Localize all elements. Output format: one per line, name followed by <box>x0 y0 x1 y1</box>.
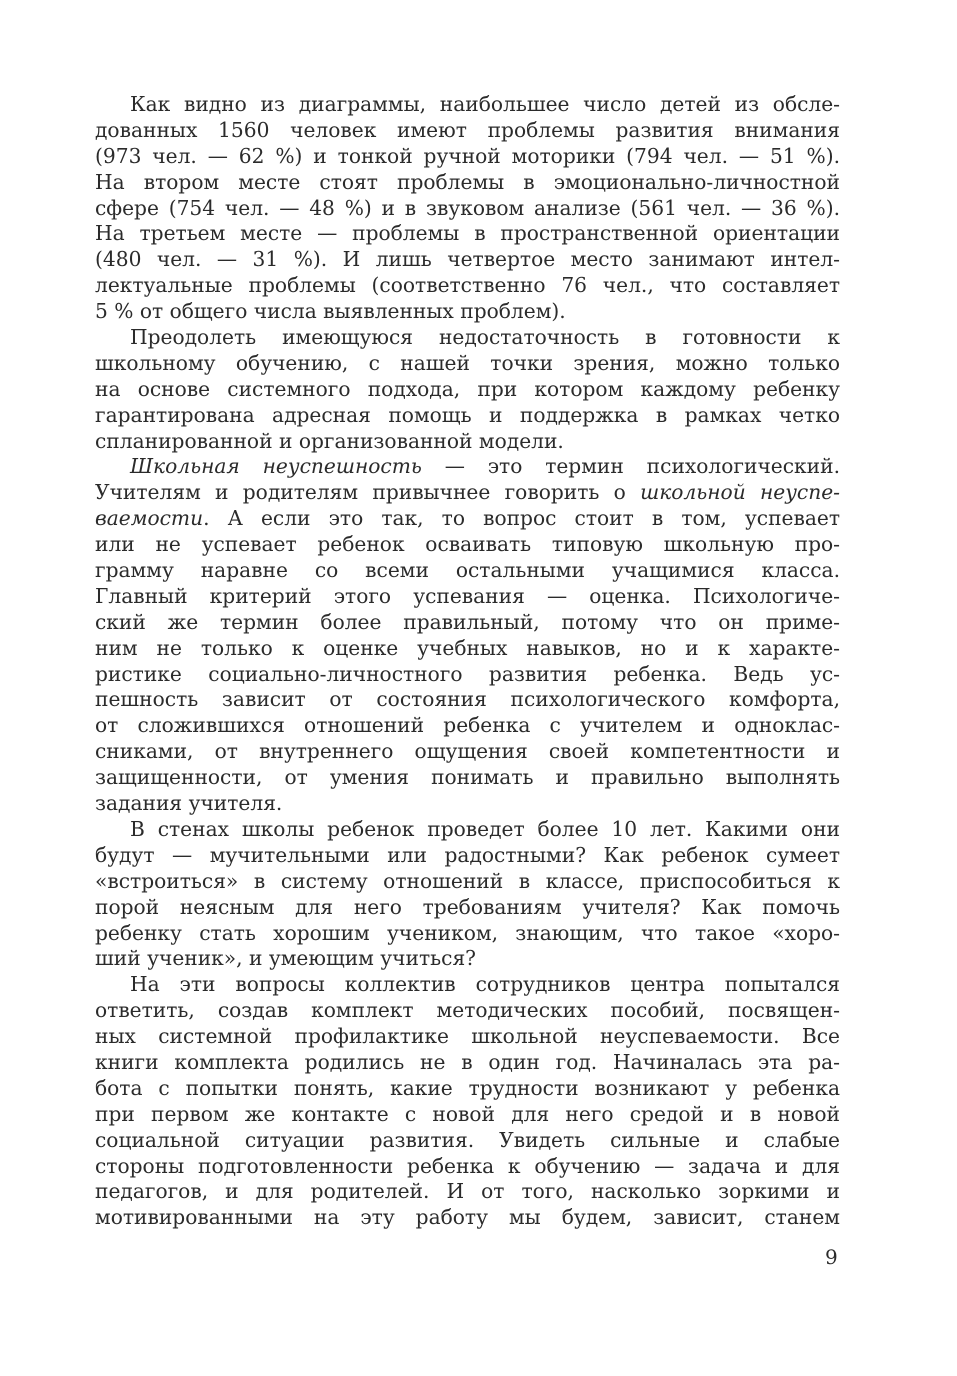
text-line: ристике социально-личностного развития ребенка. Ведь ус- <box>95 661 840 686</box>
text-line: будут — мучительными или радостными? Как ребенок сумеет <box>95 842 840 867</box>
text-line: На эти вопросы коллектив сотрудников центра попытался <box>130 972 840 997</box>
paragraph-5 <box>95 972 840 1231</box>
paragraph-4 <box>95 817 840 972</box>
text-line: (973 чел. — 62 %) и тонкой ручной моторики (794 чел. — 51 %). <box>95 143 840 168</box>
text-line: На третьем месте — проблемы в пространственной ориентации <box>95 221 840 246</box>
text-line: гарантирована адресная помощь и поддержка в рамках четко <box>95 402 840 427</box>
text-line: Главный критерий этого успевания — оценка. Психологиче- <box>95 583 840 608</box>
text-line <box>95 506 840 532</box>
text-line: (480 чел. — 31 %). И лишь четвертое место занимают интел- <box>95 247 840 272</box>
text-line: защищенности, от умения понимать и правильно выполнять <box>95 765 840 790</box>
text-line: мотивированными на эту работу мы будем, зависит, станем <box>95 1205 840 1230</box>
text-line: школьному обучению, с нашей точки зрения, можно только <box>95 350 840 375</box>
text-line: «встроиться» в систему отношений в классе, приспособиться к <box>95 868 840 893</box>
text-line: при первом же контакте с новой для него средой и в новой <box>95 1101 840 1126</box>
page-number: 9 <box>825 1245 838 1269</box>
text-line: сниками, от внутреннего ощущения своей компетентности и <box>95 739 840 764</box>
text-line: спланированной и организованной модели. <box>95 428 564 453</box>
text-line: В стенах школы ребенок проведет более 10 лет. Какими они <box>130 816 840 841</box>
text-line: порой неясным для него требованиям учителя? Как помочь <box>95 894 840 919</box>
text-line: на основе системного подхода, при котором каждому ребенку <box>95 376 840 401</box>
text-line <box>95 454 840 480</box>
paragraph-3 <box>95 454 840 816</box>
italic-term: Школьная неуспешность <box>130 454 422 479</box>
text-span: Учителям и родителям привычнее говорить о <box>95 480 641 505</box>
text-span: . А если это так, то вопрос стоит в том, успевает <box>203 506 840 531</box>
text-line: ответить, создав комплект методических пособий, посвящен- <box>95 998 840 1023</box>
text-line: ский же термин более правильный, потому что он приме- <box>95 609 840 634</box>
text-line: лектуальные проблемы (соответственно 76 чел., что составляет <box>95 273 840 298</box>
text-line: Преодолеть имеющуюся недостаточность в готовности к <box>130 325 840 350</box>
text-line: бота с попытки понять, какие трудности возникают у ребенка <box>95 1075 840 1100</box>
text-line: ший ученик», и умеющим учиться? <box>95 946 476 971</box>
paragraph-2 <box>95 325 840 454</box>
text-line: грамму наравне со всеми остальными учащимися класса. <box>95 558 840 583</box>
text-line: социальной ситуации развития. Увидеть сильные и слабые <box>95 1127 840 1152</box>
text-line: ним не только к оценке учебных навыков, но и к характе- <box>95 635 840 660</box>
page-body <box>95 92 840 1231</box>
text-line: стороны подготовленности ребенка к обучению — задача и для <box>95 1153 840 1178</box>
text-line: педагогов, и для родителей. И от того, насколько зоркими и <box>95 1179 840 1204</box>
text-line: или не успевает ребенок осваивать типовую школьную про- <box>95 532 840 557</box>
text-line: дованных 1560 человек имеют проблемы развития внимания <box>95 117 840 142</box>
text-line: Как видно из диаграммы, наибольшее число детей из обсле- <box>130 92 840 116</box>
text-line: книги комплекта родились не в один год. Начиналась эта ра- <box>95 1049 840 1074</box>
italic-term: ваемости <box>95 506 204 531</box>
text-line <box>95 480 840 506</box>
text-line: от сложившихся отношений ребенка с учителем и одноклас- <box>95 713 840 738</box>
text-line: На втором месте стоят проблемы в эмоционально-личностной <box>95 169 840 194</box>
italic-term: школьной неуспе- <box>640 480 841 505</box>
text-line: ных системной профилактике школьной неуспеваемости. Все <box>95 1024 840 1049</box>
text-line: сфере (754 чел. — 48 %) и в звуковом анализе (561 чел. — 36 %). <box>95 195 840 220</box>
text-line: ребенку стать хорошим учеником, знающим, что такое «хоро- <box>95 920 840 945</box>
text-line: 5 % от общего числа выявленных проблем). <box>95 299 566 324</box>
text-span: — это термин психологический. <box>421 454 840 479</box>
paragraph-1 <box>95 92 840 325</box>
text-line: пешность зависит от состояния психологического комфорта, <box>95 687 840 712</box>
text-line: задания учителя. <box>95 791 283 816</box>
